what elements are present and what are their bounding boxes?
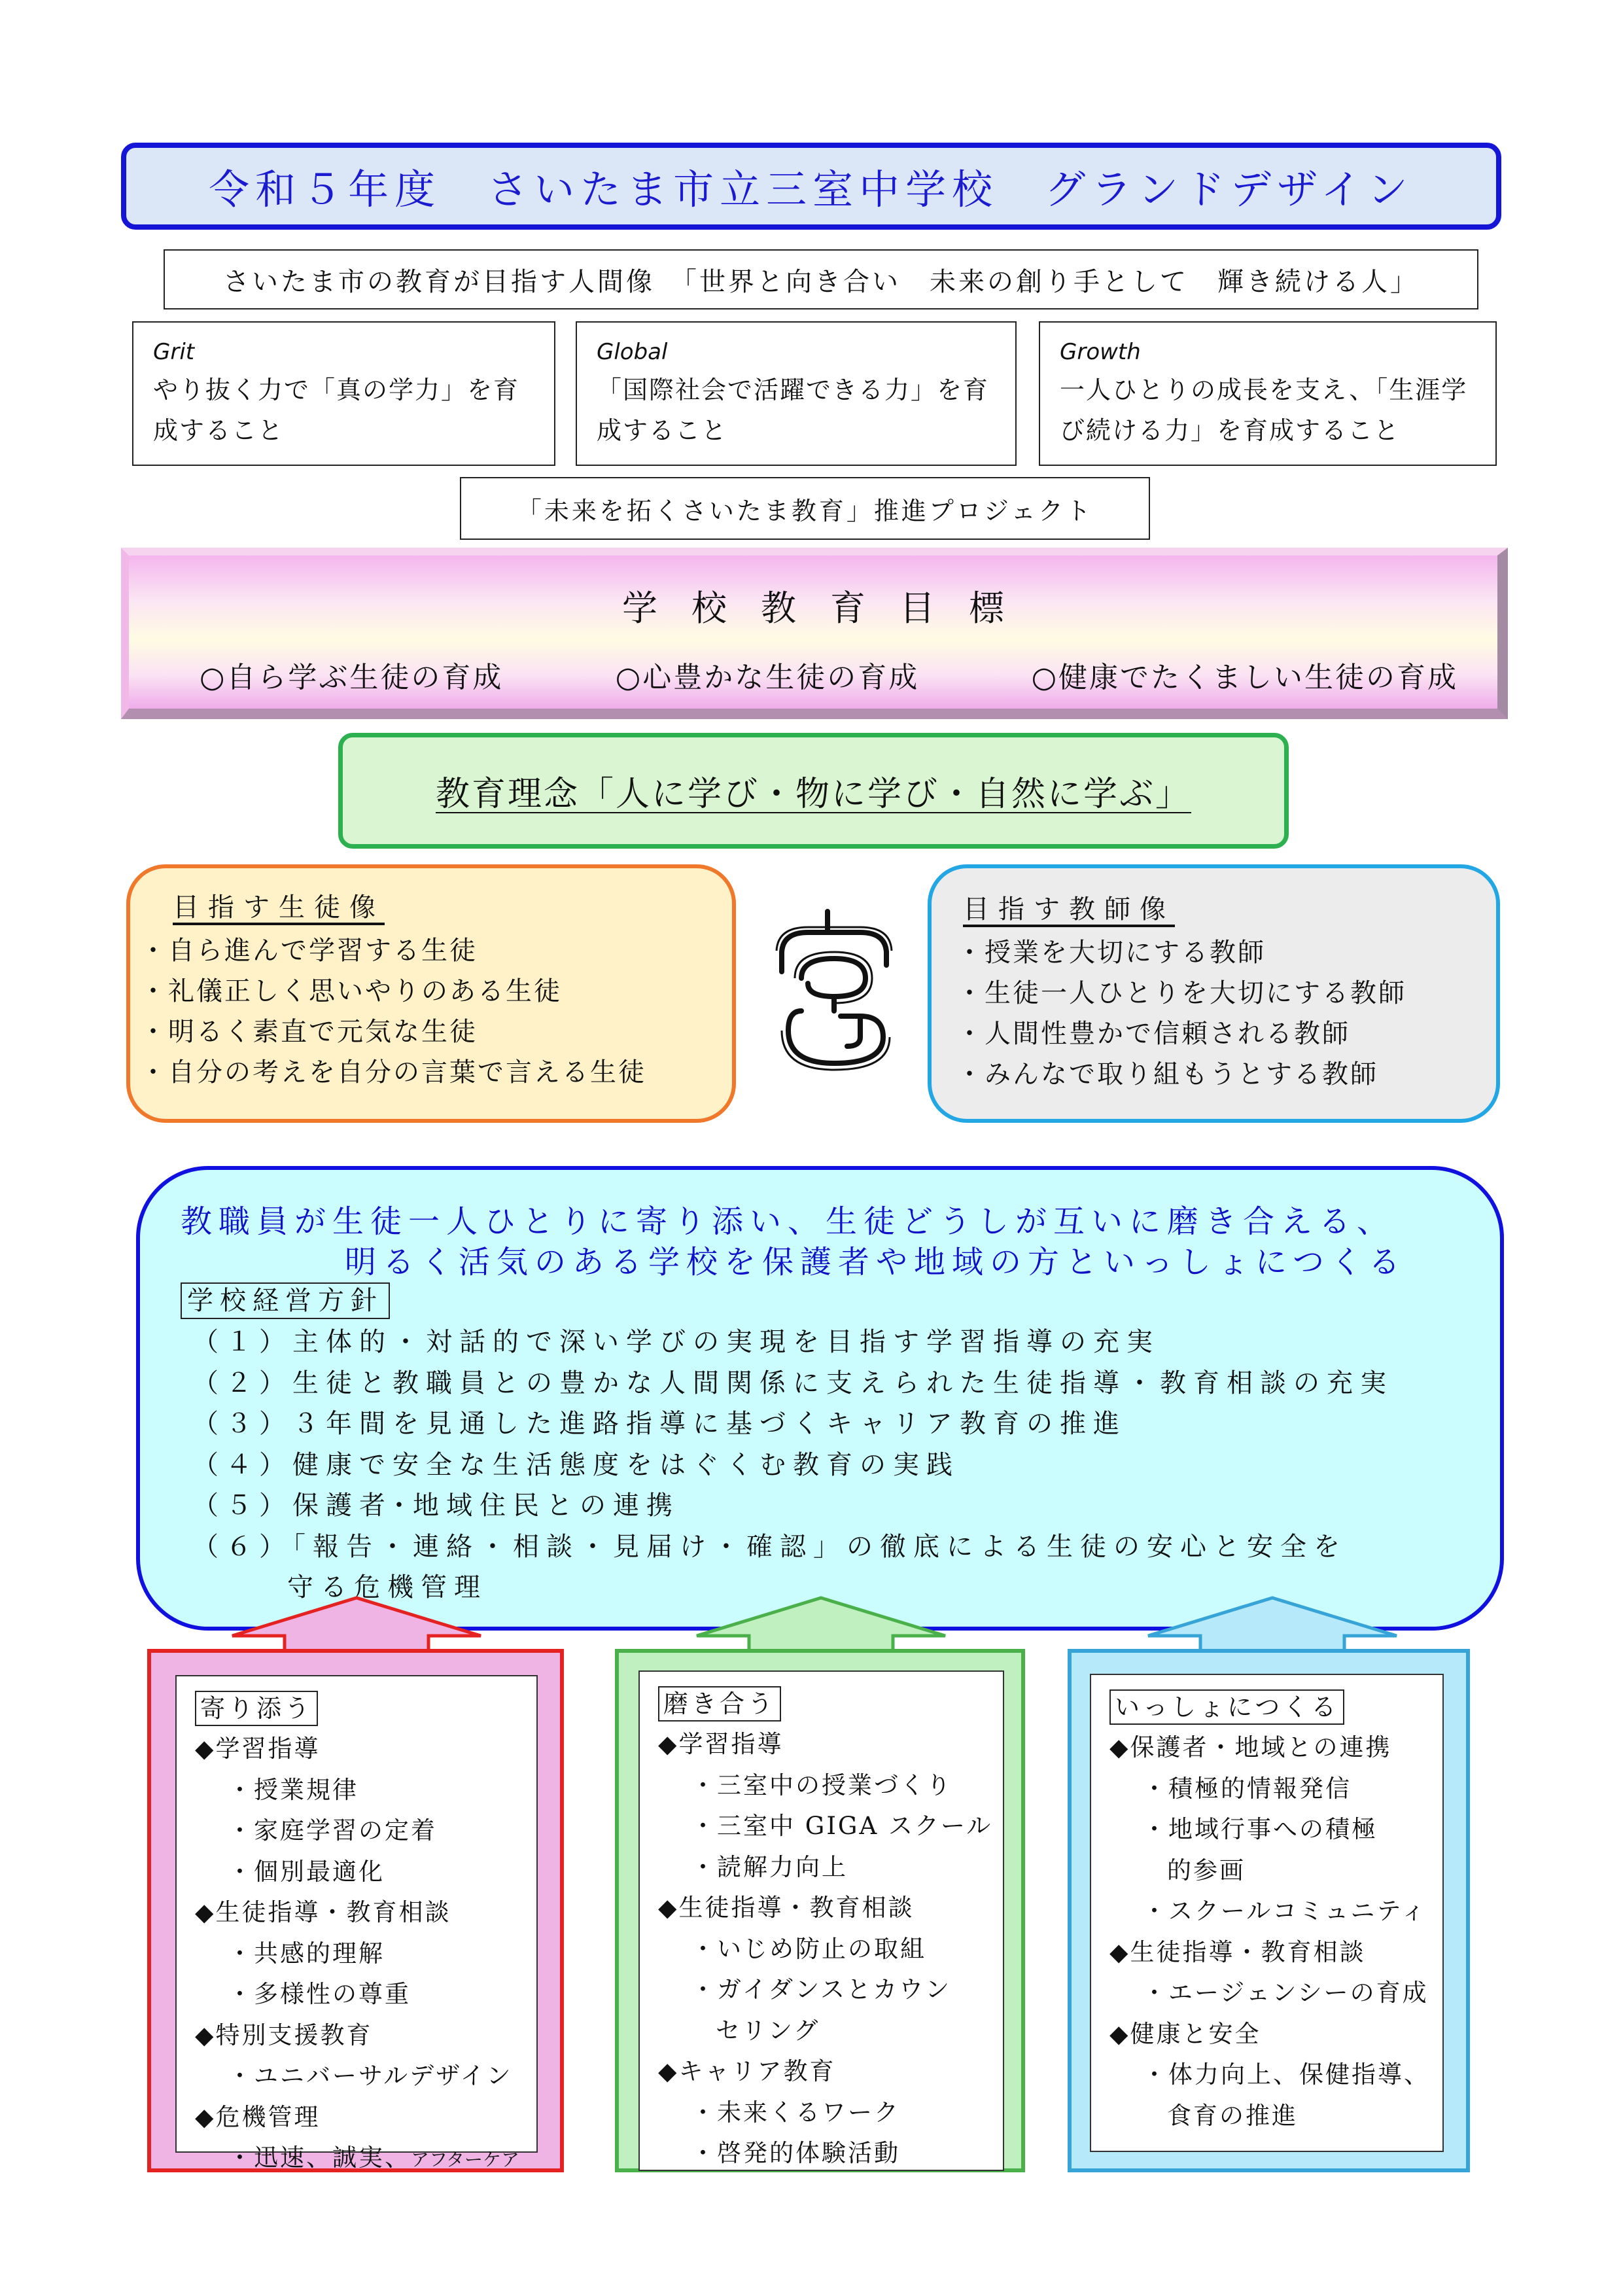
column-heading: ◆特別支援教育 bbox=[195, 2021, 373, 2049]
list-item: ・家庭学習の定着 bbox=[228, 1816, 437, 1845]
list-item: ・生徒一人ひとりを大切にする教師 bbox=[956, 978, 1406, 1008]
list-item: ・読解力向上 bbox=[691, 1852, 848, 1881]
vision-statement: さいたま市の教育が目指す人間像 「世界と向き合い 未来の創り手として 輝き続ける人」 bbox=[164, 249, 1478, 309]
list-item: セリング bbox=[716, 2016, 820, 2045]
management-policy-panel bbox=[136, 1166, 1504, 1631]
goal-item: ○健康でたくましい生徒の育成 bbox=[1031, 661, 1458, 694]
policy-list bbox=[192, 1322, 1393, 1608]
column-panel bbox=[175, 1675, 538, 2172]
column-yorisou bbox=[147, 1649, 564, 2172]
policy-slogan: 教職員が生徒一人ひとりに寄り添い、生徒どうしが互いに磨き合える、 bbox=[181, 1203, 1395, 1240]
list-item: ・授業を大切にする教師 bbox=[956, 938, 1266, 968]
column-heading: ◆危機管理 bbox=[195, 2102, 321, 2131]
pillar-text bbox=[597, 370, 996, 451]
list-item: ・未来くるワーク bbox=[691, 2098, 900, 2127]
goal-item: ○自ら学ぶ生徒の育成 bbox=[200, 661, 504, 694]
policy-slogan: 明るく活気のある学校を保護者や地域の方といっしょにつくる bbox=[345, 1244, 1407, 1280]
ideal-teacher-panel bbox=[928, 864, 1500, 1123]
pillar-line: 成すること bbox=[153, 416, 285, 445]
pillar-growth bbox=[1039, 321, 1497, 466]
page-title: 令和５年度 さいたま市立三室中学校 グランドデザイン bbox=[209, 166, 1414, 213]
list-item: 的参画 bbox=[1167, 1856, 1246, 1884]
ideal-teacher-list bbox=[956, 932, 1496, 1095]
column-heading: ◆生徒指導・教育相談 bbox=[1109, 1937, 1366, 1966]
list-item: ・みんなで取り組もうとする教師 bbox=[956, 1059, 1378, 1089]
pillar-heading: Global bbox=[597, 339, 668, 365]
goal-item: ○心豊かな生徒の育成 bbox=[615, 661, 920, 694]
up-arrow-icon bbox=[697, 1597, 945, 1655]
column-issho bbox=[1068, 1649, 1470, 2172]
pillar-text bbox=[153, 370, 534, 451]
policy-label: 学校経営方針 bbox=[181, 1282, 390, 1319]
pillar-line: 「国際社会で活躍できる力」を育 bbox=[597, 376, 990, 404]
small-text: アフターケア bbox=[411, 2149, 520, 2170]
list-item: ・三室中の授業づくり bbox=[691, 1771, 952, 1799]
column-label: 寄り添う bbox=[195, 1691, 318, 1726]
list-item: ・ガイダンスとカウン bbox=[691, 1975, 952, 2004]
list-item: ・多様性の尊重 bbox=[228, 1980, 411, 2008]
column-label: いっしょにつくる bbox=[1109, 1689, 1344, 1725]
pillar-heading: Grit bbox=[153, 339, 195, 365]
pillar-heading: Growth bbox=[1060, 339, 1141, 365]
pillar-line: 成すること bbox=[597, 416, 728, 445]
list-item: ・迅速、誠実、アフターケア bbox=[228, 2144, 520, 2172]
policy-item: （４）健康で安全な生活態度をはぐくむ教育の実践 bbox=[192, 1449, 960, 1480]
policy-item: （３）３年間を見通した進路指導に基づくキャリア教育の推進 bbox=[192, 1409, 1126, 1439]
school-goals bbox=[121, 548, 1508, 719]
policy-item: （６）「報告・連絡・相談・見届け・確認」の徹底による生徒の安心と安全を bbox=[192, 1531, 1347, 1562]
list-item: ・地域行事への積極 bbox=[1142, 1815, 1378, 1843]
column-heading: ◆学習指導 bbox=[658, 1730, 784, 1758]
list-item: ・自ら進んで学習する生徒 bbox=[140, 936, 478, 966]
list-item: ・個別最適化 bbox=[228, 1857, 385, 1886]
goals-title bbox=[129, 580, 1497, 631]
up-arrow-icon bbox=[1148, 1597, 1397, 1655]
column-heading: ◆キャリア教育 bbox=[658, 2057, 836, 2085]
column-list bbox=[177, 1729, 536, 2181]
pillar-line: やり抜く力で「真の学力」を育 bbox=[153, 376, 520, 404]
title-banner bbox=[121, 143, 1501, 230]
school-emblem-icon bbox=[762, 906, 906, 1076]
column-label: 磨き合う bbox=[658, 1686, 781, 1722]
column-heading: ◆健康と安全 bbox=[1109, 2019, 1261, 2048]
policy-item: （５）保護者･地域住民との連携 bbox=[192, 1491, 680, 1521]
list-item: ・啓発的体験活動 bbox=[691, 2139, 900, 2167]
pillar-global bbox=[576, 321, 1017, 466]
goals-list bbox=[200, 654, 1458, 696]
list-item: ・ユニバーサルデザイン bbox=[228, 2062, 513, 2090]
pillar-line: び続ける力」を育成すること bbox=[1060, 416, 1401, 445]
policy-item: （１）主体的・対話的で深い学びの実現を目指す学習指導の充実 bbox=[192, 1327, 1160, 1357]
list-item: ・自分の考えを自分の言葉で言える生徒 bbox=[140, 1057, 646, 1087]
column-heading: ◆保護者・地域との連携 bbox=[1109, 1733, 1392, 1761]
ideal-teacher-title: 目指す教師像 bbox=[963, 894, 1175, 925]
column-heading: ◆生徒指導・教育相談 bbox=[195, 1898, 451, 1926]
policy-item: 守る危機管理 bbox=[287, 1572, 487, 1602]
column-panel bbox=[638, 1670, 1004, 2171]
list-item: ・人間性豊かで信頼される教師 bbox=[956, 1019, 1350, 1049]
column-migakiau bbox=[615, 1649, 1025, 2172]
list-item: ・体力向上、保健指導、 bbox=[1142, 2060, 1430, 2089]
column-list bbox=[1091, 1727, 1442, 2136]
policy-item: （２）生徒と教職員との豊かな人間関係に支えられた生徒指導・教育相談の充実 bbox=[192, 1368, 1393, 1398]
goals-title-text: 学校教育目標 bbox=[622, 588, 1038, 629]
column-heading: ◆学習指導 bbox=[195, 1735, 321, 1763]
pillar-text bbox=[1060, 370, 1476, 451]
list-item: ・いじめ防止の取組 bbox=[691, 1934, 926, 1963]
list-item: ・積極的情報発信 bbox=[1142, 1774, 1352, 1803]
column-list bbox=[640, 1724, 1003, 2174]
list-item: ・共感的理解 bbox=[228, 1939, 385, 1968]
project-label: 「未来を拓くさいたま教育」推進プロジェクト bbox=[460, 477, 1150, 540]
ideal-student-panel bbox=[126, 864, 736, 1123]
list-item: ・礼儀正しく思いやりのある生徒 bbox=[140, 976, 562, 1006]
ideal-student-title: 目指す生徒像 bbox=[173, 892, 385, 923]
list-item: 食育の推進 bbox=[1167, 2101, 1298, 2130]
list-item: ・授業規律 bbox=[228, 1775, 358, 1804]
list-item: ・スクールコミュニティ bbox=[1142, 1897, 1427, 1925]
list-item: ・エージェンシーの育成 bbox=[1142, 1979, 1429, 2007]
pillar-line: 一人ひとりの成長を支え、「生涯学 bbox=[1060, 376, 1468, 404]
column-heading: ◆生徒指導・教育相談 bbox=[658, 1894, 915, 1922]
philosophy-text: 教育理念「人に学び・物に学び・自然に学ぶ」 bbox=[435, 775, 1191, 814]
pillar-grit bbox=[132, 321, 555, 466]
list-item: ・明るく素直で元気な生徒 bbox=[140, 1017, 478, 1047]
list-item: ・三室中 GIGA スクール bbox=[691, 1812, 993, 1840]
up-arrow-icon bbox=[232, 1597, 481, 1655]
column-panel bbox=[1090, 1674, 1444, 2152]
ideal-student-list bbox=[140, 930, 732, 1093]
philosophy-banner bbox=[338, 733, 1289, 849]
